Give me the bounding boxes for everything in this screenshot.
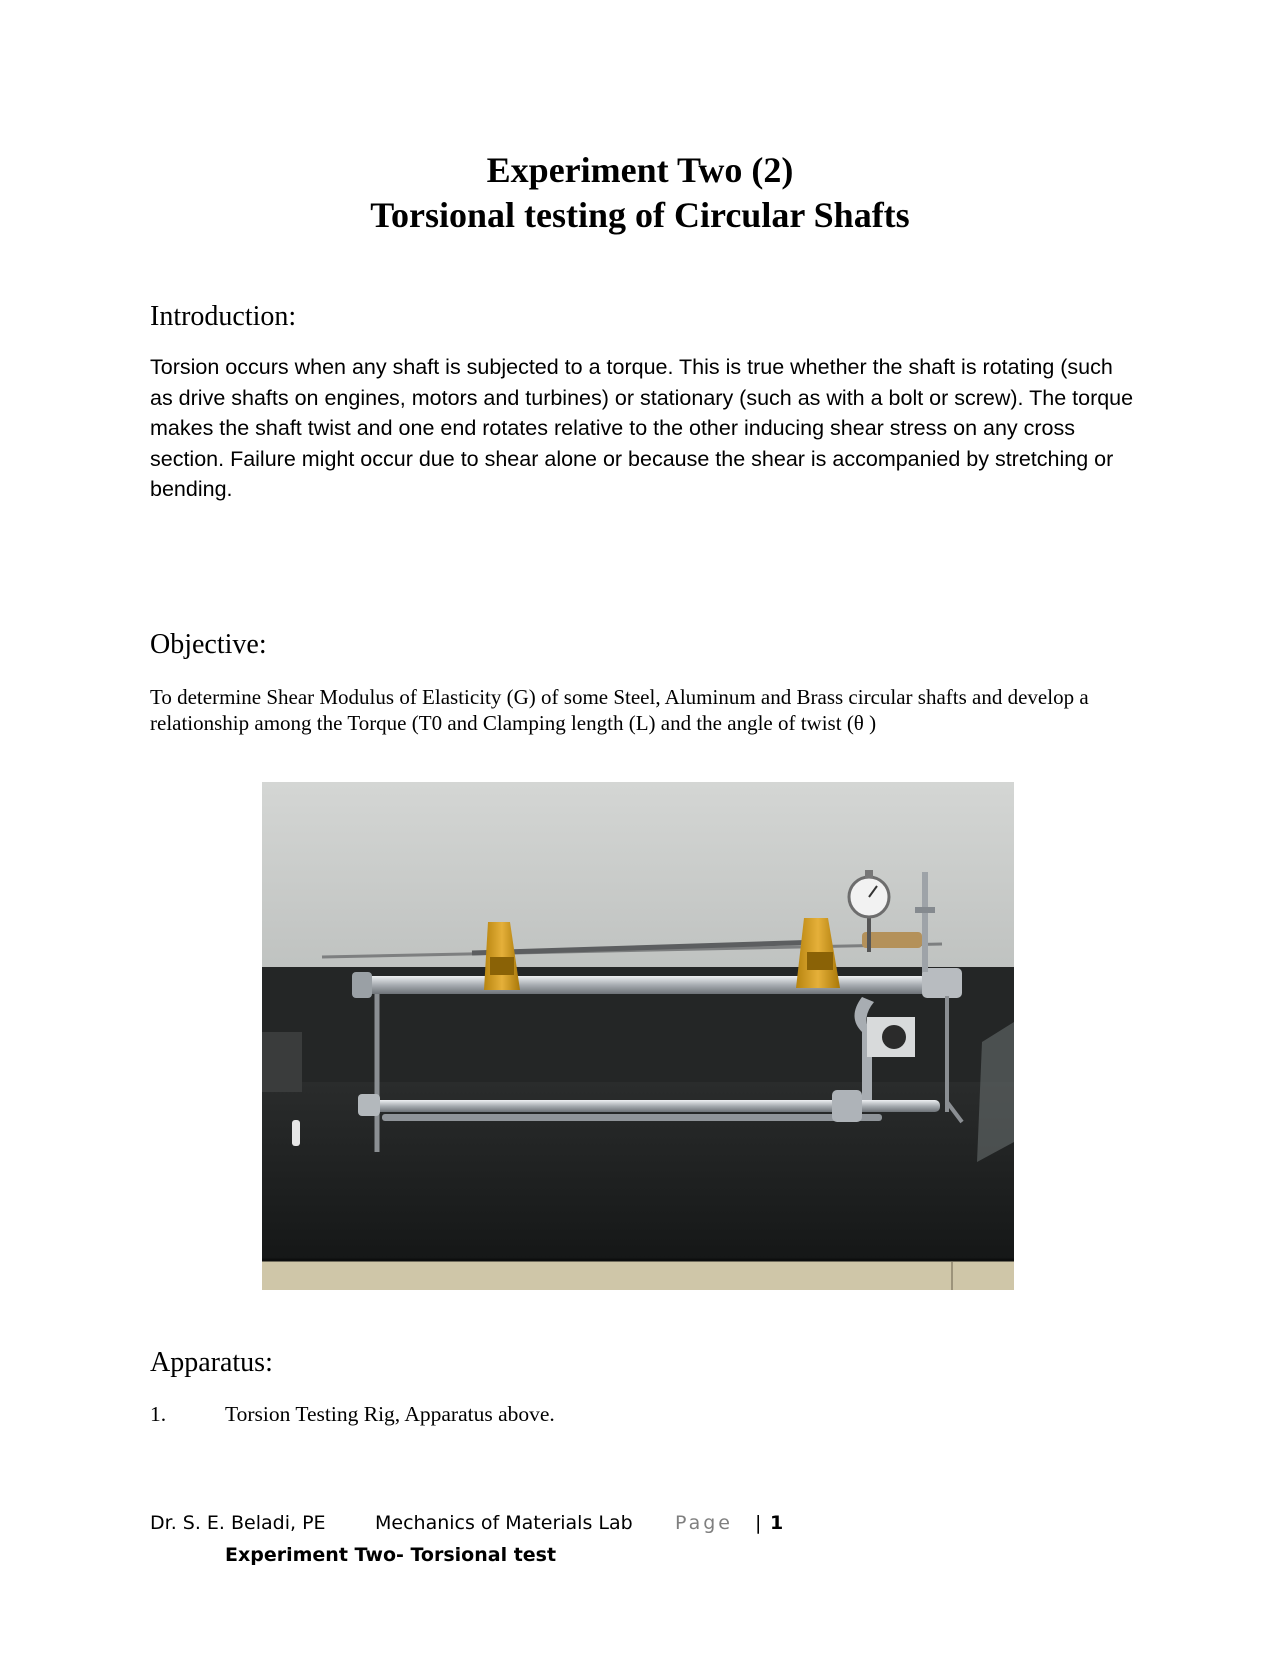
title-line-2: Torsional testing of Circular Shafts [370, 195, 910, 235]
introduction-heading: Introduction: [150, 301, 297, 332]
objective-body: To determine Shear Modulus of Elasticity (G) of some Steel, Aluminum and Brass circular shafts and develop a relationship among the Torque (T0 and Clamping length (L) and the angle of twist (θ ) [150, 685, 1089, 735]
page-title [0, 148, 1280, 238]
objective-heading: Objective: [150, 629, 267, 660]
title-line-1: Experiment Two (2) [486, 150, 794, 190]
photo-cabinet [262, 1260, 1014, 1290]
photo-upper-beam [357, 976, 927, 994]
footer-separator: | [755, 1512, 762, 1534]
footer-subtitle: Experiment Two- Torsional test [225, 1544, 557, 1566]
footer-page-number: 1 [770, 1512, 784, 1534]
footer-course: Mechanics of Materials Lab [375, 1512, 633, 1534]
torsion-rig-photo [262, 782, 1014, 1290]
footer-page-label: Page [675, 1512, 733, 1534]
list-item-number: 1. [150, 1402, 167, 1426]
introduction-body: Torsion occurs when any shaft is subjected to a torque. This is true whether the shaft is rotating (such as drive shafts on engines, motors and turbines) or stationary (such as with a bolt or screw). The torque makes the shaft twist and one end rotates relative to the other inducing shear stress on any cross section. Failure might occur due to shear alone or because the shear is accompanied by stretching or bending. [150, 355, 1134, 501]
list-item-text: Torsion Testing Rig, Apparatus above. [225, 1402, 555, 1426]
apparatus-heading: Apparatus: [150, 1347, 273, 1378]
footer-author: Dr. S. E. Beladi, PE [150, 1512, 326, 1534]
